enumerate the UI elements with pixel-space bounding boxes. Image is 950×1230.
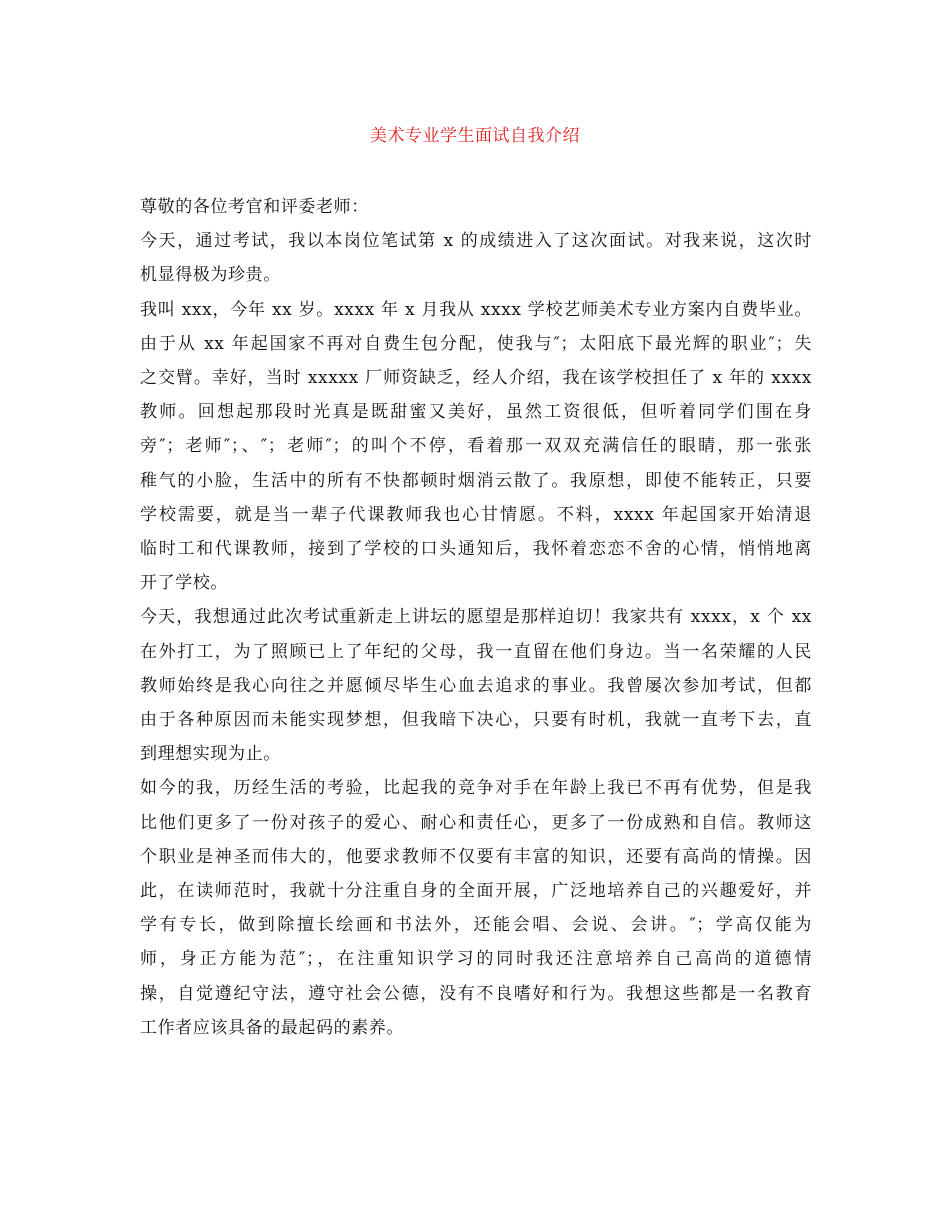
text-line: 如今的我，历经生活的考验，比起我的竞争对手在年龄上我已不再有优势，但是我 bbox=[140, 778, 812, 799]
text-line: 之交臂。幸好，当时 xxxxx 厂师资缺乏，经人介绍，我在该学校担任了 x 年的 xxxx bbox=[140, 368, 812, 389]
document-title: 美术专业学生面试自我介绍 bbox=[370, 126, 580, 146]
text-line: 教师始终是我心向往之并愿倾尽毕生心血去追求的事业。我曾屡次参加考试，但都 bbox=[140, 675, 812, 696]
text-line: 学校需要，就是当一辈子代课教师我也心甘情愿。不料，xxxx 年起国家开始清退 bbox=[140, 504, 812, 525]
paragraph bbox=[140, 190, 812, 224]
text-line: 学有专长，做到除擅长绘画和书法外，还能会唱、会说、会讲。″；学高仅能为 bbox=[140, 915, 812, 936]
text-line: 操，自觉遵纪守法，遵守社会公德，没有不良嗜好和行为。我想这些都是一名教育 bbox=[140, 983, 812, 1004]
text-line: 临时工和代课教师，接到了学校的口头通知后，我怀着恋恋不舍的心情，悄悄地离 bbox=[140, 539, 812, 560]
text-line: 今天，通过考试，我以本岗位笔试第 x 的成绩进入了这次面试。对我来说，这次时 bbox=[140, 231, 812, 252]
text-line: 师，身正方能为范″；，在注重知识学习的同时我还注意培养自己高尚的道德情 bbox=[140, 949, 812, 970]
text-line: 机显得极为珍贵。 bbox=[140, 265, 281, 286]
text-line: 由于各种原因而未能实现梦想，但我暗下决心，只要有时机，我就一直考下去，直 bbox=[140, 710, 812, 731]
text-line: 比他们更多了一份对孩子的爱心、耐心和责任心，更多了一份成熟和自信。教师这 bbox=[140, 812, 812, 833]
text-line: 稚气的小脸，生活中的所有不快都顿时烟消云散了。我原想，即使不能转正，只要 bbox=[140, 470, 812, 491]
text-line: 尊敬的各位考官和评委老师： bbox=[140, 197, 369, 217]
text-line: 此，在读师范时，我就十分注重自身的全面开展，广泛地培养自己的兴趣爱好，并 bbox=[140, 881, 812, 902]
text-line: 开了学校。 bbox=[140, 573, 228, 594]
text-line: 工作者应该具备的最起码的素养。 bbox=[140, 1017, 404, 1038]
text-line: 今天，我想通过此次考试重新走上讲坛的愿望是那样迫切！我家共有 xxxx，x 个 xx bbox=[140, 607, 812, 628]
document-body bbox=[140, 190, 812, 1045]
text-line: 个职业是神圣而伟大的，他要求教师不仅要有丰富的知识，还要有高尚的情操。因 bbox=[140, 846, 812, 867]
text-line: 由于从 xx 年起国家不再对自费生包分配，使我与″；太阳底下最光辉的职业″；失 bbox=[140, 333, 812, 354]
paragraph bbox=[140, 224, 812, 292]
paragraph bbox=[140, 600, 812, 771]
text-line: 在外打工，为了照顾已上了年纪的父母，我一直留在他们身边。当一名荣耀的人民 bbox=[140, 641, 812, 662]
text-line: 教师。回想起那段时光真是既甜蜜又美好，虽然工资很低，但听着同学们围在身 bbox=[140, 402, 812, 423]
text-line: 我叫 xxx，今年 xx 岁。xxxx 年 x 月我从 xxxx 学校艺师美术专业方案内自费毕业。 bbox=[140, 299, 812, 320]
text-line: 旁″；老师″；、″；老师″；的叫个不停，看着那一双双充满信任的眼睛，那一张张 bbox=[140, 436, 812, 457]
paragraph bbox=[140, 771, 812, 1045]
paragraph bbox=[140, 293, 812, 601]
text-line: 到理想实现为止。 bbox=[140, 744, 281, 765]
